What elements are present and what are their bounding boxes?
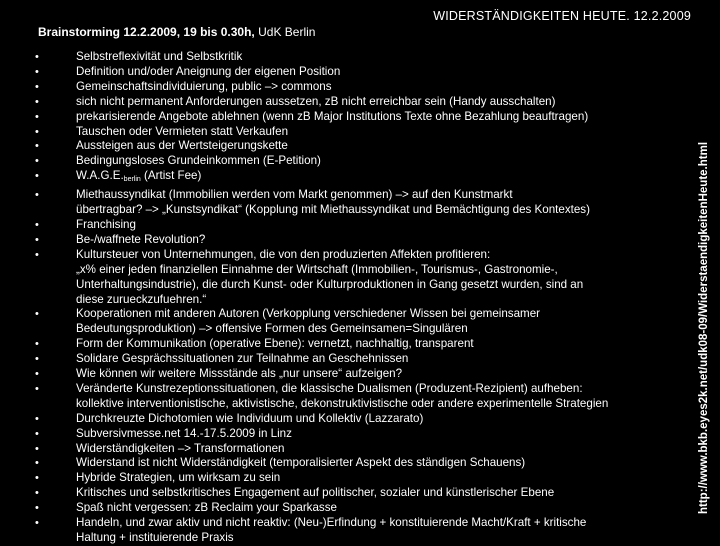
bullet-icon: • xyxy=(35,170,39,183)
list-item xyxy=(31,125,671,140)
list-item xyxy=(31,337,671,352)
bullet-icon: • xyxy=(35,80,39,93)
list-item-text: Gemeinschaftsindividuierung, public –> commons xyxy=(76,79,332,93)
page-header-title: WIDERSTÄNDIGKEITEN HEUTE. 12.2.2009 xyxy=(433,9,691,23)
list-item-text: prekarisierende Angebote ablehnen (wenn zB Major Institutions Texte ohne Bezahlung beauftragen) xyxy=(76,109,589,123)
list-item xyxy=(31,139,671,154)
list-item-text: Widerstand ist nicht Widerständigkeit (temporalisierter Aspekt des ständigen Schauens) xyxy=(76,456,526,470)
side-url[interactable]: http://www.bkb.eyes2k.net/udk08-09/WiderstaendigkeitenHeute.html xyxy=(698,141,710,515)
side-url-container xyxy=(697,128,711,528)
list-item xyxy=(31,442,671,457)
list-item-text: Bedingungsloses Grundeinkommen (E-Petition) xyxy=(76,154,321,168)
bullet-icon: • xyxy=(35,382,39,395)
list-item-text: Miethaussyndikat (Immobilien werden vom Markt genommen) –> auf den Kunstmarkt xyxy=(76,188,513,202)
list-item xyxy=(31,188,671,218)
bullet-icon: • xyxy=(35,427,39,440)
list-item xyxy=(31,110,671,125)
bullet-icon: • xyxy=(35,457,39,470)
list-item xyxy=(31,218,671,233)
list-item-text: Durchkreuzte Dichotomien wie Individuum und Kollektiv (Lazzarato) xyxy=(76,411,424,425)
bullet-icon: • xyxy=(35,218,39,231)
list-item xyxy=(31,50,671,65)
bullet-icon: • xyxy=(35,487,39,500)
list-item-text: Be-/waffnete Revolution? xyxy=(76,232,206,246)
bullet-icon: • xyxy=(35,368,39,381)
bullet-icon: • xyxy=(35,125,39,138)
list-item xyxy=(31,154,671,169)
bullet-icon: • xyxy=(35,442,39,455)
bullet-icon: • xyxy=(35,412,39,425)
list-item-subscript: berlin xyxy=(123,176,141,184)
bullet-icon: • xyxy=(35,308,39,321)
list-item-text: sich nicht permanent Anforderungen aussetzen, zB nicht erreichbar sein (Handy ausschalten) xyxy=(76,94,556,108)
list-item-text-suffix: (Artist Fee) xyxy=(140,169,202,183)
list-item xyxy=(31,382,671,412)
list-item xyxy=(31,307,671,337)
bullet-icon: • xyxy=(35,233,39,246)
subtitle xyxy=(38,25,315,39)
list-item-text: Unterhaltungsindustrie), die durch Kunst- oder Kulturproduktionen in Gang gesetzt wurden, sind an xyxy=(76,277,584,291)
list-item-text: Veränderte Kunstrezeptionssituationen, die klassische Dualismen (Produzent-Rezipient) aufheben: xyxy=(76,381,583,395)
subtitle-location: UdK Berlin xyxy=(254,25,316,39)
list-item-text: Kritisches und selbstkritisches Engagement auf politischer, sozialer und künstlerischer Ebene xyxy=(76,486,555,500)
list-item-text: Aussteigen aus der Wertsteigerungskette xyxy=(76,139,288,153)
list-item xyxy=(31,486,671,501)
list-item-text: Kultursteuer von Unternehmungen, die von den produzierten Affekten profitieren: xyxy=(76,247,491,261)
subtitle-bold: Brainstorming 12.2.2009, 19 bis 0.30h, xyxy=(38,25,255,39)
list-item-text: Wie können wir weitere Missstände als „nur unsere“ aufzeigen? xyxy=(76,367,403,381)
list-item-text: Franchising xyxy=(76,217,136,231)
list-item-text: diese zurueckzufuehren.“ xyxy=(76,292,207,306)
list-item xyxy=(31,169,671,188)
list-item xyxy=(31,233,671,248)
list-item-text: Widerständigkeiten –> Transformationen xyxy=(76,441,285,455)
bullet-icon: • xyxy=(35,472,39,485)
list-item xyxy=(31,352,671,367)
list-item xyxy=(31,501,671,516)
bullet-icon: • xyxy=(35,140,39,153)
bullet-icon: • xyxy=(35,502,39,515)
bullet-list xyxy=(31,50,671,546)
list-item-text: Hybride Strategien, um wirksam zu sein xyxy=(76,471,281,485)
bullet-icon: • xyxy=(35,65,39,78)
list-item-text: Tauschen oder Vermieten statt Verkaufen xyxy=(76,124,289,138)
list-item xyxy=(31,412,671,427)
list-item-text: Form der Kommunikation (operative Ebene): vernetzt, nachhaltig, transparent xyxy=(76,337,474,351)
bullet-icon: • xyxy=(35,51,39,63)
list-item xyxy=(31,248,671,308)
list-item-text-main: W.A.G.E. xyxy=(76,169,124,183)
list-item xyxy=(31,80,671,95)
bullet-icon: • xyxy=(35,517,39,530)
list-item-text: Kooperationen mit anderen Autoren (Verkopplung verschiedener Wissen bei gemeinsamer xyxy=(76,307,541,321)
list-item-text: „x% einer jeden finanziellen Einnahme der Wirtschaft (Immobilien-, Tourismus-, Gastronomie-, xyxy=(76,262,558,276)
list-item-text: Selbstreflexivität und Selbstkritik xyxy=(76,50,243,63)
list-item-text: kollektive interventionistische, aktivistische, dekonstruktivistische oder andere experimentelle Strategien xyxy=(76,396,609,410)
bullet-icon: • xyxy=(35,189,39,202)
list-item-text: übertragbar? –> „Kunstsyndikat“ (Kopplung mit Miethaussyndikat und Bemächtigung des Kontextes) xyxy=(76,203,590,217)
list-item xyxy=(31,95,671,110)
list-item-text: Bedeutungsproduktion) –> offensive Formen des Gemeinsamen=Singulären xyxy=(76,322,468,336)
bullet-icon: • xyxy=(35,338,39,351)
list-item-text: Definition und/oder Aneignung der eigenen Position xyxy=(76,64,341,78)
bullet-icon: • xyxy=(35,155,39,168)
list-item-text: Haltung + instituierende Praxis xyxy=(76,531,234,544)
list-item xyxy=(31,427,671,442)
list-item xyxy=(31,471,671,486)
list-item xyxy=(31,456,671,471)
list-item-text: Subversivmesse.net 14.-17.5.2009 in Linz xyxy=(76,426,292,440)
list-item-text: Spaß nicht vergessen: zB Reclaim your Sparkasse xyxy=(76,501,337,515)
list-item xyxy=(31,65,671,80)
list-item-text: Solidare Gesprächssituationen zur Teilnahme an Geschehnissen xyxy=(76,352,409,366)
bullet-icon: • xyxy=(35,353,39,366)
list-item-text xyxy=(76,169,671,188)
bullet-icon: • xyxy=(35,248,39,261)
list-item-text: Handeln, und zwar aktiv und nicht reaktiv: (Neu-)Erfindung + konstituierende Macht/Kraft + kritische xyxy=(76,516,587,530)
bullet-icon: • xyxy=(35,110,39,123)
list-item xyxy=(31,367,671,382)
list-item xyxy=(31,516,671,546)
bullet-icon: • xyxy=(35,95,39,108)
